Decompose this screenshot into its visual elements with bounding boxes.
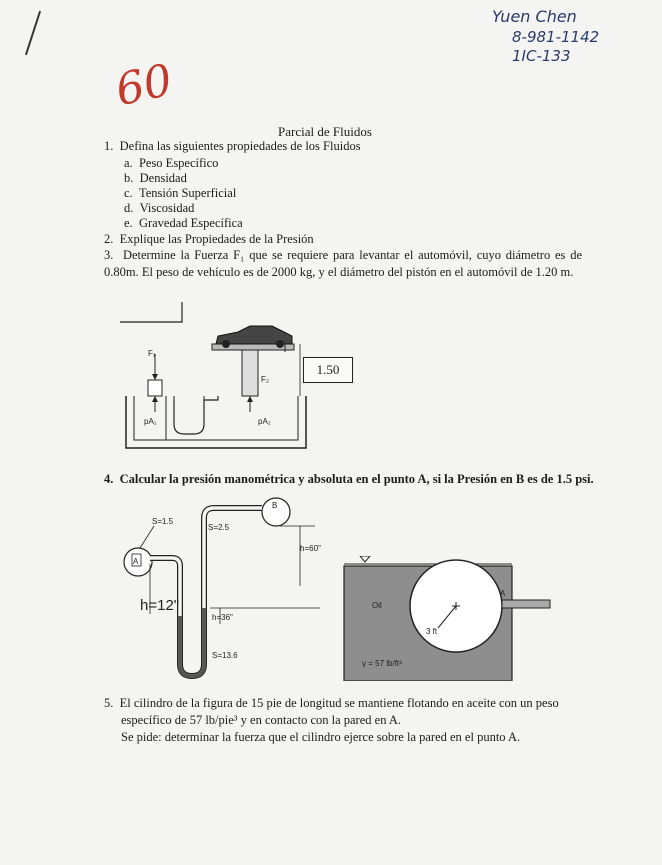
question-3: 3. Determine la Fuerza F₁ que se requiere para levantar el automóvil, cuyo diámetro es de 0.80m. El peso de vehículo es de 2000 kg, y el diámetro del pistón en el automóvil de 1.20 m. — [104, 248, 583, 279]
q1-item-e: e. Gravedad Específica — [124, 216, 243, 230]
label-point-b: B — [272, 501, 278, 510]
hydraulic-lift-figure — [120, 300, 310, 460]
height-value-box: 1.50 — [303, 357, 353, 383]
q5-line-3: Se pide: determinar la fuerza que el cilindro ejerce sobre la pared en el punto A. — [121, 730, 521, 744]
label-pa2: pA₂ — [258, 417, 271, 426]
label-h12: h=12" — [140, 597, 180, 614]
grade-mark: 60 — [111, 54, 177, 117]
label-s136: S=13.6 — [212, 651, 238, 660]
question-text: Defina las siguientes propiedades de los Fluidos — [119, 139, 361, 153]
label-s15: S=1.5 — [152, 517, 174, 526]
label-oil: Oil — [372, 601, 382, 610]
label-s25: S=2.5 — [208, 523, 230, 532]
label-gamma: γ = 57 lb/ft³ — [362, 659, 402, 668]
cylinder-figure — [342, 556, 552, 681]
q1-item-b: b. Densidad — [124, 171, 187, 185]
label-radius: 3 ft — [426, 627, 438, 636]
label-point-a: A — [500, 589, 506, 598]
question-5 — [104, 695, 574, 746]
question-number: 1. — [104, 139, 114, 153]
label-h60: h=60" — [300, 544, 321, 553]
exam-title: Parcial de Fluidos — [278, 124, 372, 139]
q5-line-1: 5. El cilindro de la figura de 15 pie de longitud se mantiene flotando en aceite con un peso — [104, 696, 559, 710]
manometer-figure — [120, 496, 340, 681]
q1-item-d: d. Viscosidad — [124, 201, 195, 215]
q1-item-c: c. Tensión Superficial — [124, 186, 237, 200]
q5-line-2: específico de 57 lb/pie³ y en contacto con la pared en A. — [121, 713, 402, 727]
student-group: 1IC-133 — [512, 47, 571, 65]
margin-mark — [25, 11, 41, 55]
question-2: 2. Explique las Propiedades de la Presión — [104, 232, 314, 246]
label-pa1: pA₁ — [144, 417, 157, 426]
question-4: 4. Calcular la presión manométrica y absoluta en el punto A, si la Presión en B es de 1.5 psi. — [104, 472, 594, 486]
label-h36: h=36" — [212, 613, 233, 622]
student-id: 8-981-1142 — [512, 28, 600, 46]
question-1 — [104, 138, 361, 155]
student-name: Yuen Chen — [492, 7, 577, 26]
label-f2: F₂ — [261, 375, 269, 384]
label-f1: F₁ — [148, 349, 156, 358]
label-point-a: A — [133, 557, 139, 566]
q1-item-a: a. Peso Específico — [124, 156, 219, 170]
